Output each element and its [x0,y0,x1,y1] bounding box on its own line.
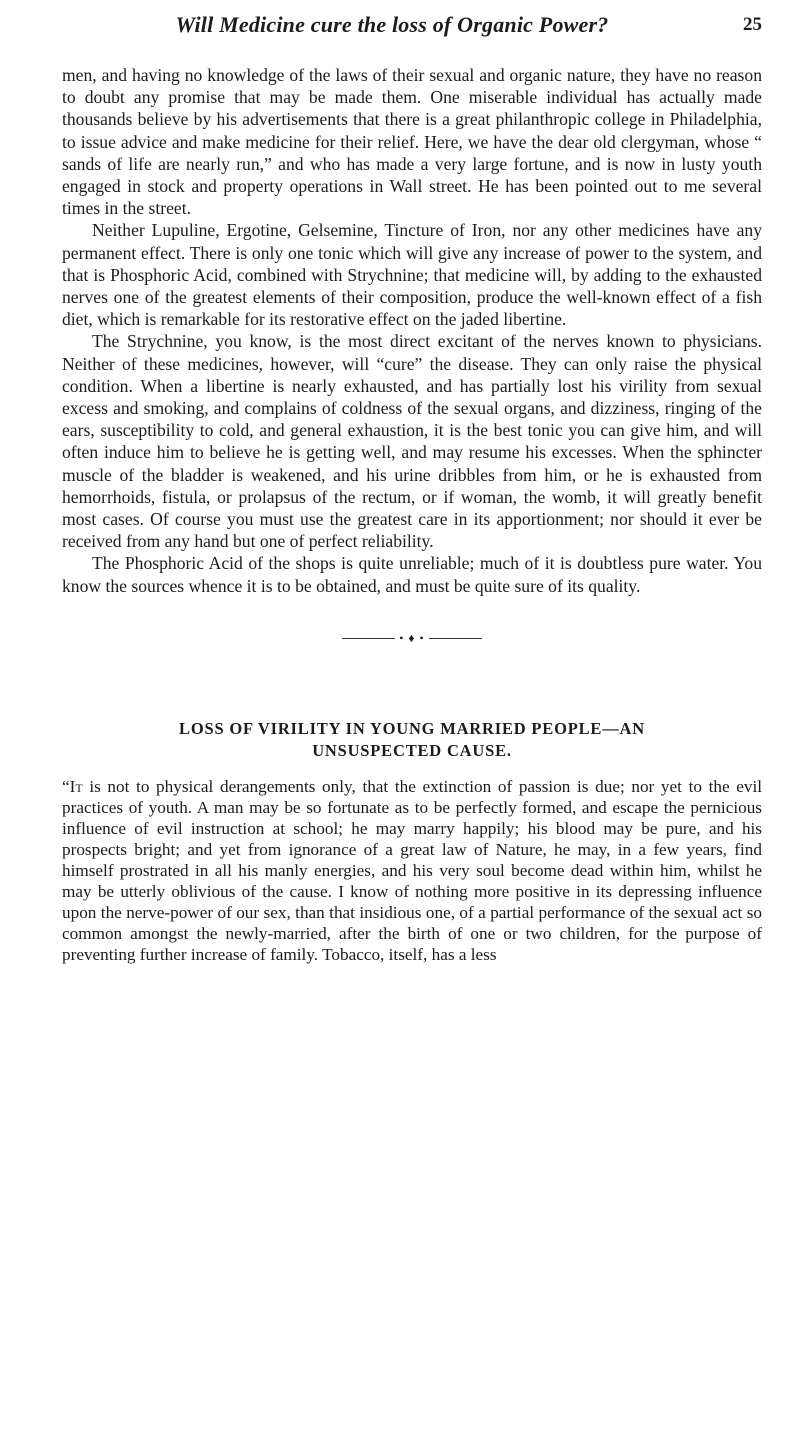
paragraph-phosphoric-acid: The Phosphoric Acid of the shops is quite unreliable; much of it is doubtless pure water. You know the sources whence it is to be obtained, and must be quite sure of its quality. [62,553,762,596]
quote-paragraph [62,776,762,965]
quote-lead-word: “It [62,776,83,796]
divider-line-right [429,638,482,639]
paragraph-medicines: Neither Lupuline, Ergotine, Gelsemine, Tincture of Iron, nor any other medicines have any permanent effect. There is only one tonic which will give any increase of power to the system, and that is Phosphoric Acid, combined with Strychnine; that medicine will, by adding to the exhausted nerves one of the greatest elements of their composition, produce the well-known effect of a fish diet, which is remarkable for its restorative effect on the jaded libertine. [62,220,762,330]
section-heading-line-1: LOSS OF VIRILITY IN YOUNG MARRIED PEOPLE—AN [179,718,645,738]
running-title: Will Medicine cure the loss of Organic Power? [175,12,609,37]
running-header [62,12,762,42]
body-text [62,64,762,597]
section-heading [62,718,762,762]
section-quote [62,776,762,965]
divider-ornament: • ♦ • [399,630,425,645]
book-page [62,0,762,965]
page-number: 25 [743,14,762,35]
section-heading-line-2: UNSUSPECTED CAUSE. [312,740,512,760]
section-divider [342,631,482,646]
paragraph-strychnine: The Strychnine, you know, is the most direct excitant of the nerves known to physicians. Neither of these medicines, however, will “cure” the disease. They can only raise the physical condition. When a libertine is nearly exhausted, and has partially lost his virility from sexual excess and smoking, and complains of coldness of the sexual organs, and dizziness, ringing of the ears, susceptibility to cold, and general exhaustion, it is the best tonic you can give him, and will often induce him to believe he is getting well, and may resume his excesses. When the sphincter muscle of the bladder is weakened, and his urine dribbles from him, or he is exhausted from hemorrhoids, fistula, or prolapsus of the rectum, or if woman, the womb, it will greatly benefit most cases. Of course you must use the greatest care in its apportionment; nor should it ever be received from any hand but one of perfect reliability. [62,331,762,552]
paragraph-continuation: men, and having no knowledge of the laws of their sexual and organic nature, they have no reason to doubt any promise that may be made them. One miserable individual has actually made thousands believe by his advertisements that there is a great philanthropic college in Philadelphia, to issue advice and make medicine for their relief. Here, we have the dear old clergyman, whose “ sands of life are nearly run,” and who has made a very large fortune, and is now in lusty youth engaged in stock and property operations in Wall street. He has been pointed out to me several times in the street. [62,65,762,219]
quote-body: is not to physical derangements only, that the extinction of passion is due; nor yet to the evil practices of youth. A man may be so fortunate as to be perfectly formed, and escape the pernicious influence of evil instruction at school; he may marry happily; his blood may be pure, and his prospects bright; and yet from ignorance of a great law of Nature, he may, in a few years, find himself prostrated in all his manly energies, and his very soul become dead within him, whilst he may be utterly oblivious of the cause. I know of nothing more positive in its depressing influence upon the nerve-power of our sex, than that insidious one, of a partial performance of the sexual act so common amongst the newly-married, after the birth of one or two children, for the purpose of preventing further increase of family. Tobacco, itself, has a less [62,776,762,964]
divider-line-left [342,638,395,639]
